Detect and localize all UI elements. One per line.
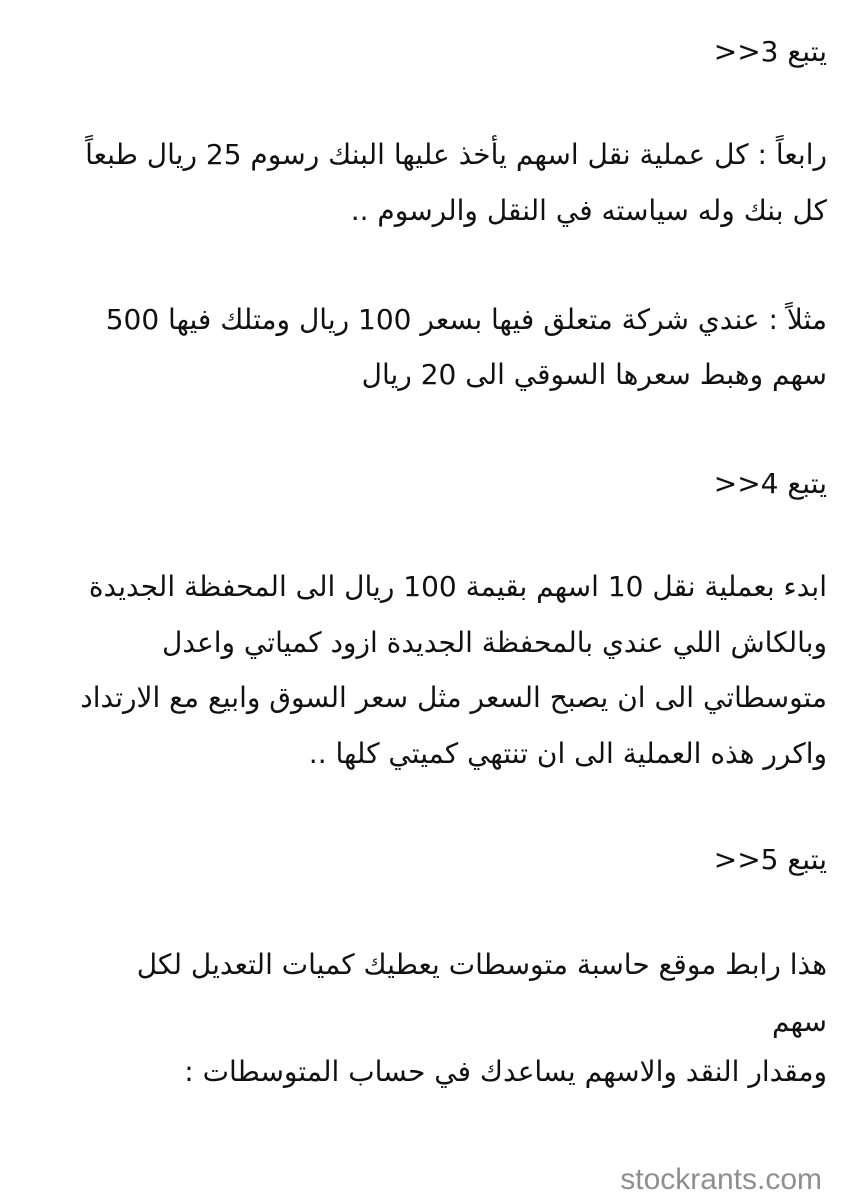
example-line-1: مثلاً : عندي شركة متعلق فيها بسعر 100 ريال ومتلك فيها 500 bbox=[105, 303, 827, 336]
calculator-intro-line-3: ومقدار النقد والاسهم يساعدك في حساب المتوسطات : bbox=[184, 1055, 827, 1088]
continued-marker-4: يتبع 4<< bbox=[713, 467, 827, 500]
continued-marker-3: يتبع 3<< bbox=[713, 35, 827, 68]
link-preview-domain[interactable]: stockrants.com bbox=[620, 1163, 822, 1196]
calculator-intro-line-1: هذا رابط موقع حاسبة متوسطات يعطيك كميات التعديل لكل bbox=[136, 948, 827, 981]
procedure-line-3: متوسطاتي الى ان يصبح السعر مثل سعر السوق وابيع مع الارتداد bbox=[80, 681, 827, 714]
procedure-line-1: ابدء بعملية نقل 10 اسهم بقيمة 100 ريال الى المحفظة الجديدة bbox=[88, 570, 827, 603]
calculator-intro-line-2: سهم bbox=[771, 1005, 827, 1038]
procedure-line-4: واكرر هذه العملية الى ان تنتهي كميتي كلها .. bbox=[308, 737, 827, 770]
example-line-2: سهم وهبط سعرها السوقي الى 20 ريال bbox=[361, 358, 827, 391]
procedure-line-2: وبالكاش اللي عندي بالمحفظة الجديدة ازود كمياتي واعدل bbox=[161, 626, 827, 659]
fourth-point-line-1: رابعاً : كل عملية نقل اسهم يأخذ عليها البنك رسوم 25 ريال طبعاً bbox=[85, 138, 827, 171]
continued-marker-5: يتبع 5<< bbox=[713, 843, 827, 876]
fourth-point-line-2: كل بنك وله سياسته في النقل والرسوم .. bbox=[350, 194, 827, 227]
